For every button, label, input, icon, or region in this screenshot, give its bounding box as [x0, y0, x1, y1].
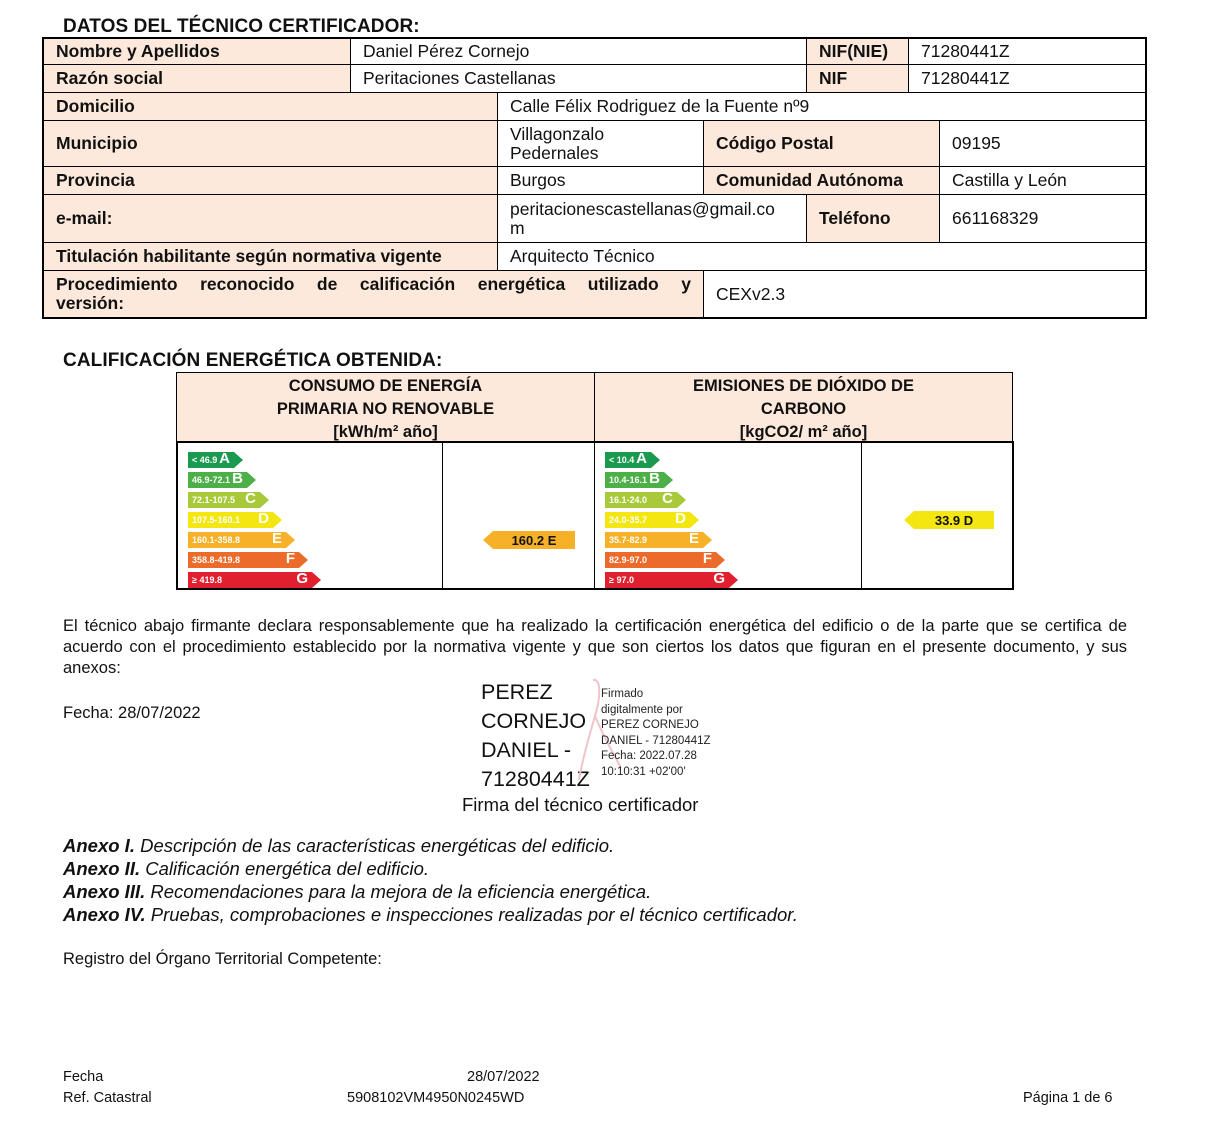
annex-list — [63, 834, 798, 926]
ccaa-label: Comunidad Autónoma — [703, 166, 940, 195]
signature-caption: Firma del técnico certificador — [462, 794, 699, 815]
stamp-line: PEREZ CORNEJO — [601, 719, 699, 731]
annex-label: Anexo III. — [63, 881, 146, 902]
annex-text: Calificación energética del edificio. — [140, 858, 430, 879]
rating-bar-d — [188, 512, 273, 528]
rating-range: 358.8-419.8 — [192, 555, 241, 565]
consumo-result-arrow: 160.2 E — [493, 531, 575, 549]
annex-label: Anexo II. — [63, 858, 141, 879]
titulacion-value: Arquitecto Técnico — [497, 242, 1146, 271]
rating-bar-e — [605, 532, 703, 548]
section-title-calificacion: CALIFICACIÓN ENERGÉTICA OBTENIDA: — [63, 350, 443, 371]
municipio-value-line1: Villagonzalo — [510, 123, 605, 144]
rating-range: 72.1-107.5 — [192, 495, 236, 505]
rating-letter: D — [258, 510, 269, 527]
declaration-text: El técnico abajo firmante declara responsablemente que ha realizado la certificación energética del edificio o de la parte que se certifica de acuerdo con el procedimiento establecido por la normativa vigente y que son ciertos los datos que figuran en el presente documento, y sus anexos: — [63, 617, 1127, 677]
nif-nie-label: NIF(NIE) — [806, 38, 909, 65]
signature-name-line: 71280441Z — [481, 767, 590, 791]
rating-letter: B — [232, 470, 243, 487]
rating-letter: D — [675, 510, 686, 527]
rating-range: ≥ 97.0 — [609, 575, 634, 585]
nif-nie-value: 71280441Z — [908, 38, 1146, 65]
rating-bar-g — [605, 572, 729, 588]
rating-range: ≥ 419.8 — [192, 575, 222, 585]
nombre-label: Nombre y Apellidos — [43, 38, 351, 65]
annex-text: Descripción de las características energéticas del edificio. — [134, 835, 615, 856]
annex-item — [63, 834, 798, 857]
emisiones-header-line2: CARBONO — [760, 400, 847, 418]
rating-letter: G — [713, 570, 725, 587]
rating-bar-b — [188, 472, 247, 488]
rating-letter: B — [649, 470, 660, 487]
email-value-line2: m — [510, 217, 525, 238]
rating-bar-g — [188, 572, 312, 588]
rating-letter: G — [296, 570, 308, 587]
rating-letter: F — [285, 550, 295, 567]
razon-value: Peritaciones Castellanas — [350, 64, 807, 93]
stamp-line: Firmado — [601, 688, 644, 700]
rating-bar-c — [605, 492, 677, 508]
rating-range: 10.4-16.1 — [609, 475, 648, 485]
rating-range: 16.1-24.0 — [609, 495, 648, 505]
rating-bar-c — [188, 492, 260, 508]
footer-fecha-label: Fecha — [63, 1069, 104, 1085]
signature-name-line: DANIEL - — [481, 738, 571, 762]
rating-letter: F — [702, 550, 712, 567]
rating-bar-a — [188, 452, 234, 468]
consumo-header — [176, 372, 595, 442]
annex-item — [63, 903, 798, 926]
rating-bar-f — [188, 552, 299, 568]
emisiones-header-line1: EMISIONES DE DIÓXIDO DE — [693, 377, 914, 395]
annex-item — [63, 880, 798, 903]
rating-range: < 46.9 — [192, 455, 218, 465]
emisiones-header — [594, 372, 1013, 442]
consumo-header-line2: PRIMARIA NO RENOVABLE — [276, 400, 495, 418]
domicilio-value: Calle Félix Rodriguez de la Fuente nº9 — [497, 92, 1146, 121]
rating-range: 160.1-358.8 — [192, 535, 241, 545]
stamp-line: 10:10:31 +02'00' — [601, 765, 686, 778]
signature-name — [481, 678, 590, 794]
email-value-line1: peritacionescastellanas@gmail.co — [510, 198, 775, 219]
registro-label: Registro del Órgano Territorial Competente: — [63, 950, 382, 968]
footer-page-number: Página 1 de 6 — [1023, 1090, 1113, 1106]
consumo-unit: [kWh/m² año] — [333, 423, 438, 441]
emisiones-result-arrow: 33.9 D — [914, 511, 994, 529]
stamp-line: digitalmente por — [601, 703, 683, 716]
telefono-label: Teléfono — [806, 194, 940, 243]
declaration-fecha: Fecha: 28/07/2022 — [63, 704, 201, 722]
email-label: e-mail: — [43, 194, 498, 243]
titulacion-label: Titulación habilitante según normativa vigente — [43, 242, 498, 271]
stamp-line: DANIEL - 71280441Z — [601, 734, 711, 747]
emisiones-scale-cell — [594, 441, 862, 590]
rating-range: 35.7-82.9 — [609, 535, 648, 545]
telefono-value: 661168329 — [939, 194, 1146, 243]
cp-label: Código Postal — [703, 120, 940, 167]
annex-text: Recomendaciones para la mejora de la eficiencia energética. — [145, 881, 652, 902]
ccaa-value: Castilla y León — [939, 166, 1146, 195]
domicilio-label: Domicilio — [43, 92, 498, 121]
rating-letter: C — [662, 490, 673, 507]
rating-bar-a — [605, 452, 651, 468]
annex-text: Pruebas, comprobaciones e inspecciones realizadas por el técnico certificador. — [145, 904, 798, 925]
rating-bar-b — [605, 472, 664, 488]
nombre-value: Daniel Pérez Cornejo — [350, 38, 807, 65]
annex-label: Anexo I. — [63, 835, 135, 856]
nif-label: NIF — [806, 64, 909, 93]
rating-range: < 10.4 — [609, 455, 635, 465]
section-title-tecnico: DATOS DEL TÉCNICO CERTIFICADOR: — [63, 16, 420, 37]
signature-stamp — [601, 687, 711, 780]
annex-label: Anexo IV. — [63, 904, 146, 925]
procedimiento-label-line2: versión: — [56, 293, 125, 313]
nif-value: 71280441Z — [908, 64, 1146, 93]
email-value — [497, 194, 807, 243]
annex-item — [63, 857, 798, 880]
provincia-label: Provincia — [43, 166, 498, 195]
emisiones-result-cell — [861, 441, 1014, 590]
stamp-line: Fecha: 2022.07.28 — [601, 750, 697, 762]
emisiones-unit: [kgCO2/ m² año] — [739, 423, 868, 441]
rating-letter: A — [636, 450, 647, 467]
rating-range: 82.9-97.0 — [609, 555, 648, 565]
rating-letter: C — [245, 490, 256, 507]
consumo-result-cell — [442, 441, 595, 590]
signature-name-line: CORNEJO — [481, 709, 587, 733]
municipio-label: Municipio — [43, 120, 498, 167]
rating-range: 107.5-160.1 — [192, 515, 241, 525]
procedimiento-label — [43, 270, 704, 318]
rating-range: 46.9-72.1 — [192, 475, 231, 485]
procedimiento-value: CEXv2.3 — [703, 270, 1146, 318]
cp-value: 09195 — [939, 120, 1146, 167]
rating-letter: E — [688, 530, 699, 547]
rating-bar-d — [605, 512, 690, 528]
municipio-value-line2: Pedernales — [510, 142, 599, 163]
consumo-header-line1: CONSUMO DE ENERGÍA — [288, 377, 483, 395]
rating-bar-f — [605, 552, 716, 568]
footer-ref-value: 5908102VM4950N0245WD — [347, 1090, 525, 1106]
provincia-value: Burgos — [497, 166, 704, 195]
rating-bar-e — [188, 532, 286, 548]
rating-range: 24.0-35.7 — [609, 515, 648, 525]
rating-letter: E — [271, 530, 282, 547]
signature-name-line: PEREZ — [481, 680, 553, 704]
footer-ref-label: Ref. Catastral — [63, 1090, 152, 1106]
procedimiento-label-line1: Procedimiento reconocido de calificación energética utilizado y — [56, 274, 691, 294]
footer-fecha-value: 28/07/2022 — [467, 1069, 540, 1085]
consumo-scale-cell — [176, 441, 443, 590]
rating-letter: A — [219, 450, 230, 467]
municipio-value — [497, 120, 704, 167]
razon-label: Razón social — [43, 64, 351, 93]
